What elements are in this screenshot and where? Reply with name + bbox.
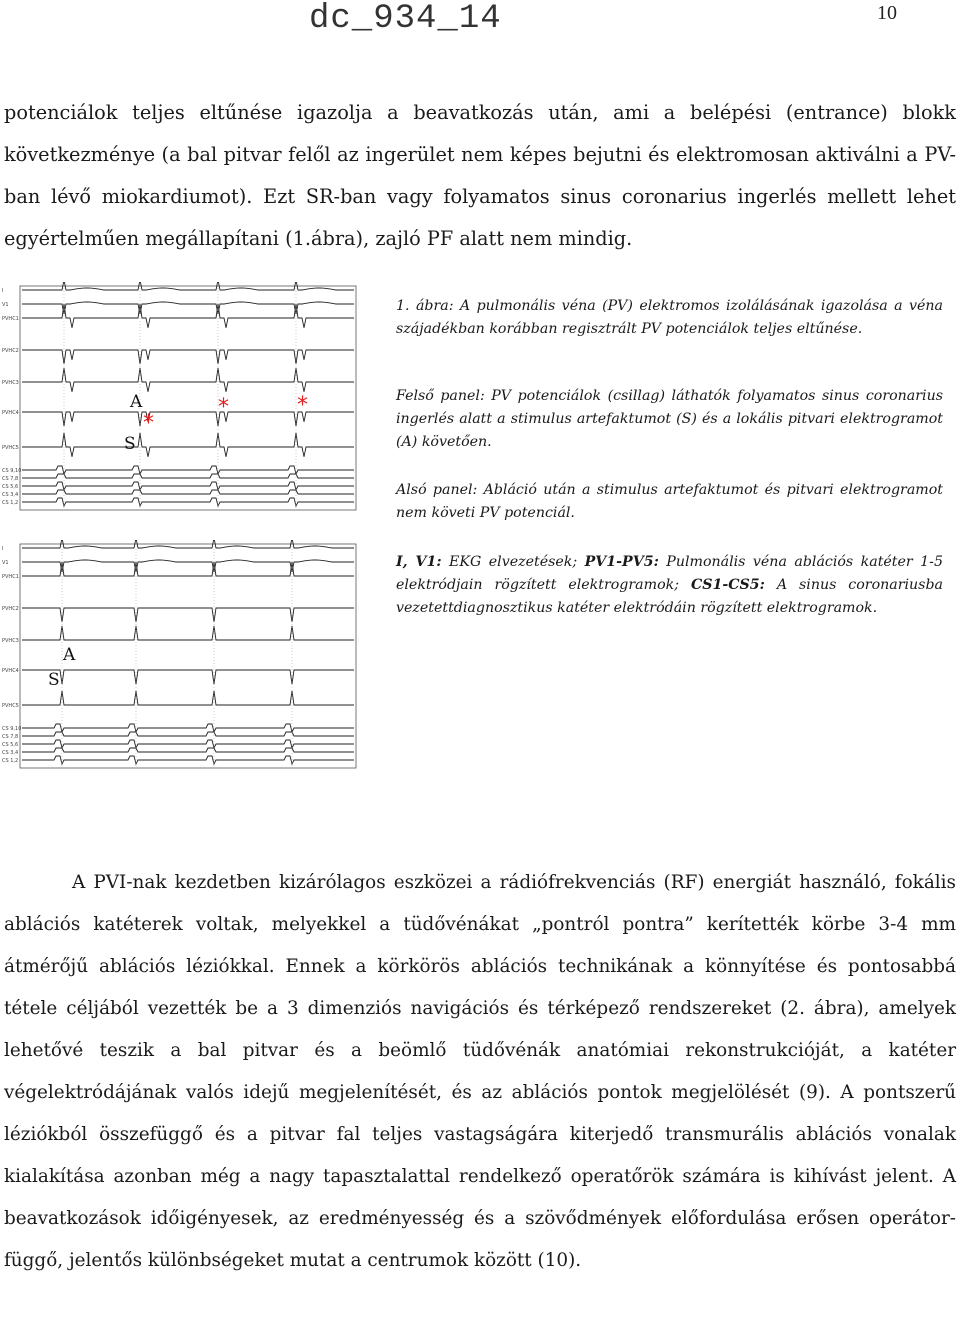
channel-label: CS 1,2 bbox=[2, 500, 19, 506]
channel-label: CS 7,8 bbox=[2, 476, 19, 482]
marker-s-lower: S bbox=[48, 670, 60, 690]
ecg-trace bbox=[22, 560, 354, 572]
channel-label: CS 9,10 bbox=[2, 726, 22, 732]
ecg-trace bbox=[22, 562, 354, 576]
channel-label: PVHC5 bbox=[2, 445, 19, 451]
legend-text-pv: Pulmonális véna ablációs katéter 1-5 elektródjain rögzített elektrogramok; bbox=[396, 554, 943, 593]
channel-label: CS 9,10 bbox=[2, 468, 22, 474]
channel-label: PVHC5 bbox=[2, 703, 19, 709]
legend-term-pv: PV1-PV5: bbox=[584, 554, 659, 570]
legend-text-cs: A sinus coronariusba vezetettdiagnosztikus katéter elektródáin rögzített elektrogramok. bbox=[396, 577, 943, 616]
figure-caption-upper-panel: Felső panel: PV potenciálok (csillag) láthatók folyamatos sinus coronarius ingerlés alatt a stimulus artefaktumot (S) és a lokális pitvari elektrogramot (A) követően. bbox=[396, 388, 943, 450]
channel-label: CS 1,2 bbox=[2, 758, 19, 764]
ecg-trace bbox=[22, 691, 354, 705]
ecg-trace bbox=[22, 304, 354, 328]
channel-label: I bbox=[2, 546, 4, 552]
ecg-trace bbox=[22, 498, 354, 506]
marker-s-upper: S bbox=[124, 434, 136, 454]
channel-label: CS 3,4 bbox=[2, 492, 19, 498]
pv-potential-star-3: * bbox=[297, 393, 308, 418]
pv-potential-star-1: * bbox=[143, 411, 154, 436]
ecg-trace bbox=[22, 368, 354, 392]
ecg-trace bbox=[22, 626, 354, 640]
legend-term-cs: CS1-CS5: bbox=[690, 577, 765, 593]
header-code: dc_934_14 bbox=[309, 0, 502, 38]
ecg-trace bbox=[22, 608, 354, 622]
pv-potential-star-2: * bbox=[218, 395, 229, 420]
ecg-trace bbox=[22, 756, 354, 764]
ecg-lower-panel bbox=[0, 540, 360, 772]
channel-label: PVHC3 bbox=[2, 380, 19, 386]
marker-a-lower: A bbox=[63, 645, 76, 665]
channel-label: CS 7,8 bbox=[2, 734, 19, 740]
ecg-trace bbox=[22, 350, 354, 364]
channel-label: I bbox=[2, 288, 4, 294]
channel-label: CS 3,4 bbox=[2, 750, 19, 756]
ecg-trace bbox=[22, 732, 354, 736]
ecg-trace bbox=[22, 748, 354, 752]
channel-label: CS 5,6 bbox=[2, 484, 19, 490]
ecg-upper-panel bbox=[0, 282, 360, 514]
channel-labels-lower bbox=[2, 546, 21, 764]
figure-caption-title: 1. ábra: A pulmonális véna (PV) elektromos izolálásának igazolása a véna szájadékban korábban regisztrált PV potenciálok teljes eltűnése. bbox=[396, 298, 943, 337]
channel-label: PVHC4 bbox=[2, 668, 19, 674]
ecg-trace bbox=[22, 302, 354, 314]
ecg-trace bbox=[22, 740, 354, 748]
intro-paragraph: potenciálok teljes eltűnése igazolja a beavatkozás után, ami a belépési (entrance) blokk következménye (a bal pitvar felől az ingerület nem képes bejutni és elektromosan aktiválni a PV-ban lévő miokardiumot). Ezt SR-ban vagy folyamatos sinus coronarius ingerlés mellett lehet egyértelműen megállapítani (1.ábra), zajló PF alatt nem mindig. bbox=[4, 101, 956, 250]
page-number: 10 bbox=[877, 2, 897, 24]
channel-label: PVHC1 bbox=[2, 574, 19, 580]
channel-label: PVHC1 bbox=[2, 316, 19, 322]
channel-label: PVHC2 bbox=[2, 606, 19, 612]
ecg-trace bbox=[22, 466, 354, 474]
ecg-trace bbox=[22, 482, 354, 490]
figure-caption-lower-panel: Alsó panel: Abláció után a stimulus artefaktumot és pitvari elektrogramot nem követi PV potenciál. bbox=[396, 482, 943, 521]
ecg-trace bbox=[22, 724, 354, 732]
ecg-trace bbox=[22, 433, 354, 457]
marker-a-upper: A bbox=[130, 392, 143, 412]
channel-label: V1 bbox=[2, 560, 9, 566]
channel-label: PVHC3 bbox=[2, 638, 19, 644]
legend-term-ecg: I, V1: bbox=[396, 554, 442, 570]
channel-label: PVHC4 bbox=[2, 410, 19, 416]
ecg-trace bbox=[22, 474, 354, 478]
channel-labels-upper bbox=[2, 288, 21, 506]
legend-text-ecg: EKG elvezetések; bbox=[441, 554, 585, 570]
channel-label: V1 bbox=[2, 302, 9, 308]
ecg-trace bbox=[22, 670, 354, 684]
figure-legend bbox=[396, 551, 943, 620]
channel-label: PVHC2 bbox=[2, 348, 19, 354]
ecg-trace bbox=[22, 490, 354, 494]
body-paragraph: A PVI-nak kezdetben kizárólagos eszközei a rádiófrekvenciás (RF) energiát használó, fokális ablációs katéterek voltak, melyekkel a tüdővénákat „pontról pontra” kerítették körbe 3-4 mm átmérőjű ablációs léziókkal. Ennek a körkörös ablációs technikának a könnyítése és pontosabbá tétele céljából vezették be a 3 dimenziós navigációs és térképező rendszereket (2. ábra), amelyek lehetővé teszik a bal pitvar és a beömlő tüdővénák anatómiai rekonstrukcióját, a katéter végelektródájának valós idejű megjelenítését, és az ablációs pontok megjelölését (9). A pontszerű léziókból összefüggő és a pitvar fal teljes vastagságára kiterjedő transmurális ablációs vonalak kialakítása azonban még a nagy tapasztalattal rendelkező operatőrök számára is kihívást jelent. A beavatkozások időigényesek, az eredményesség és a szövődmények előfordulása erősen operátor-függő, jelentős különbségeket mutat a centrumok között (10). bbox=[4, 872, 956, 1271]
channel-label: CS 5,6 bbox=[2, 742, 19, 748]
